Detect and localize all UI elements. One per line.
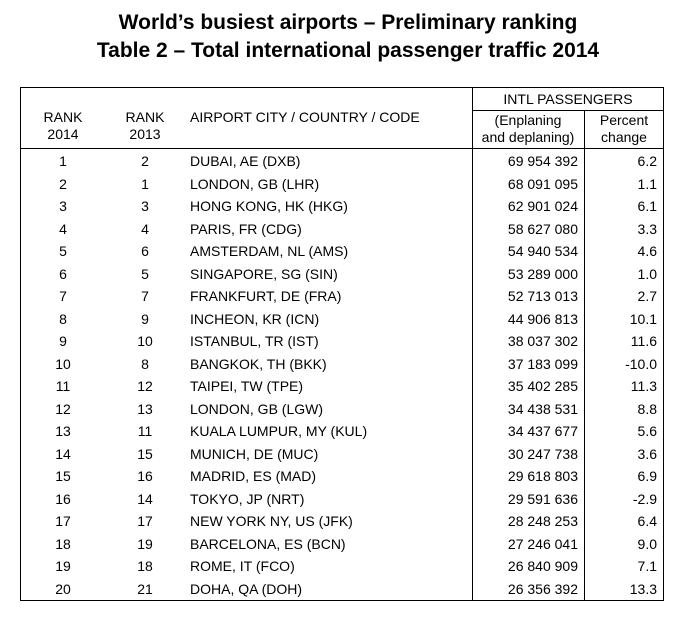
percent-change-cell: 1.0 (637, 265, 657, 282)
passengers-cell: 37 183 099 (507, 355, 578, 372)
rank-2014-cell: 17 (55, 513, 71, 529)
airport-cell: DOHA, QA (DOH) (190, 580, 303, 597)
header-percent-change (584, 112, 664, 146)
header-rank-2013 (105, 109, 185, 143)
airport-cell: BARCELONA, ES (BCN) (190, 535, 346, 552)
page-title: World’s busiest airports – Preliminary ranking (118, 11, 578, 34)
airport-cell: PARIS, FR (CDG) (190, 220, 302, 237)
percent-change-cell: 1.1 (637, 175, 657, 192)
passengers-cell: 27 246 041 (507, 535, 578, 552)
percent-change-cell: -2.9 (632, 490, 657, 507)
percent-change-cell: 2.7 (637, 288, 657, 304)
header-percent-change-line2: change (601, 129, 647, 145)
airport-cell: DUBAI, AE (DXB) (190, 153, 301, 169)
rank-2014-cell: 14 (55, 445, 71, 462)
percent-change-cell: 11.3 (630, 378, 657, 394)
percent-change-cell: 6.4 (637, 513, 657, 529)
airport-cell: FRANKFURT, DE (FRA) (190, 288, 342, 304)
rank-2013-cell: 4 (141, 220, 149, 237)
table-title: Table 2 – Total international passenger traffic 2014 (96, 39, 600, 62)
rank-2013-cell: 1 (141, 175, 149, 192)
header-enplaning-line1: (Enplaning (494, 112, 562, 128)
rank-2013-cell: 13 (137, 400, 153, 417)
percent-change-cell: 6.1 (637, 198, 657, 214)
rank-2013-cell: 14 (137, 490, 153, 507)
passengers-cell: 29 618 803 (507, 468, 578, 484)
airport-cell: HONG KONG, HK (HKG) (190, 198, 348, 214)
passengers-cell: 54 940 534 (507, 243, 578, 259)
rank-2014-cell: 6 (59, 265, 67, 282)
rank-2013-cell: 18 (137, 558, 153, 574)
passengers-cell: 44 906 813 (507, 310, 578, 327)
airport-cell: MADRID, ES (MAD) (190, 468, 316, 484)
rank-2014-cell: 4 (59, 220, 67, 237)
passengers-cell: 62 901 024 (507, 198, 578, 214)
rank-2013-cell: 10 (137, 333, 153, 349)
rank-2014-cell: 7 (59, 288, 67, 304)
rank-2014-cell: 13 (55, 423, 71, 439)
percent-change-cell: 4.6 (637, 243, 657, 259)
header-intl-passengers: INTL PASSENGERS (503, 91, 633, 107)
rank-2014-cell: 20 (55, 580, 71, 597)
percent-change-cell: 11.6 (630, 333, 657, 349)
header-divider (21, 148, 664, 149)
rank-2013-cell: 8 (141, 355, 149, 372)
passengers-cell: 34 438 531 (507, 400, 578, 417)
airport-cell: KUALA LUMPUR, MY (KUL) (190, 423, 368, 439)
rank-2014-cell: 19 (55, 558, 71, 574)
airport-cell: TAIPEI, TW (TPE) (190, 378, 304, 394)
rank-2014-cell: 10 (55, 355, 71, 372)
rank-2013-cell: 12 (137, 378, 153, 394)
header-enplaning-line2: and deplaning) (481, 129, 575, 145)
rank-2014-cell: 5 (59, 243, 67, 259)
rank-2014-cell: 3 (59, 198, 67, 214)
passengers-cell: 53 289 000 (507, 265, 578, 282)
passengers-cell: 26 356 392 (507, 580, 578, 597)
header-rank-2013-line2: 2013 (129, 126, 161, 142)
rank-2013-cell: 7 (141, 288, 149, 304)
rank-2014-cell: 18 (55, 535, 71, 552)
header-rank-2014-line1: RANK (43, 109, 83, 125)
passengers-cell: 35 402 285 (507, 378, 578, 394)
header-rank-2013-line1: RANK (125, 109, 165, 125)
percent-change-cell: 5.6 (637, 423, 657, 439)
percent-change-cell: 7.1 (637, 558, 657, 574)
passengers-cell: 26 840 909 (507, 558, 578, 574)
passengers-cell: 29 591 636 (507, 490, 578, 507)
rank-2013-cell: 21 (137, 580, 153, 597)
percent-change-cell: 3.6 (637, 445, 657, 462)
passengers-cell: 30 247 738 (507, 445, 578, 462)
header-rank-2014-line2: 2014 (47, 126, 79, 142)
rank-2013-cell: 3 (141, 198, 149, 214)
rank-2013-cell: 17 (137, 513, 153, 529)
percent-change-cell: 8.8 (637, 400, 657, 417)
airport-cell: SINGAPORE, SG (SIN) (190, 265, 338, 282)
rank-2014-cell: 9 (59, 333, 67, 349)
rank-2014-cell: 16 (55, 490, 71, 507)
airport-cell: NEW YORK NY, US (JFK) (190, 513, 353, 529)
rank-2013-cell: 5 (141, 265, 149, 282)
rank-2013-cell: 9 (141, 310, 149, 327)
percent-change-cell: 9.0 (637, 535, 657, 552)
percent-change-cell: -10.0 (625, 355, 657, 372)
percent-change-cell: 10.1 (629, 310, 657, 327)
percent-change-cell: 6.2 (637, 153, 657, 169)
airport-cell: AMSTERDAM, NL (AMS) (190, 243, 349, 259)
passengers-cell: 58 627 080 (507, 220, 578, 237)
passengers-cell: 68 091 095 (507, 175, 578, 192)
header-percent-change-line1: Percent (599, 112, 649, 128)
rank-2014-cell: 12 (55, 400, 71, 417)
passengers-cell: 69 954 392 (507, 153, 578, 169)
passengers-cell: 28 248 253 (507, 513, 578, 529)
rank-2014-cell: 8 (59, 310, 67, 327)
airport-cell: ROME, IT (FCO) (190, 558, 295, 574)
rank-2013-cell: 2 (141, 153, 149, 169)
airport-cell: LONDON, GB (LGW) (190, 400, 324, 417)
airport-cell: ISTANBUL, TR (IST) (190, 333, 319, 349)
rank-2013-cell: 11 (137, 423, 153, 439)
airport-cell: LONDON, GB (LHR) (190, 175, 320, 192)
airport-cell: TOKYO, JP (NRT) (190, 490, 305, 507)
header-airport: AIRPORT CITY / COUNTRY / CODE (190, 109, 420, 125)
passengers-cell: 38 037 302 (507, 333, 578, 349)
percent-change-cell: 13.3 (629, 580, 657, 597)
header-rank-2014 (21, 109, 105, 143)
rank-2013-cell: 6 (141, 243, 149, 259)
rank-2013-cell: 16 (137, 468, 153, 484)
rank-2014-cell: 11 (55, 378, 71, 394)
airport-cell: BANGKOK, TH (BKK) (190, 355, 327, 372)
percent-change-cell: 3.3 (637, 220, 657, 237)
ranking-table (20, 87, 664, 601)
header-enplaning (472, 112, 584, 146)
percent-change-cell: 6.9 (637, 468, 657, 484)
rank-2014-cell: 2 (59, 175, 67, 192)
airport-cell: INCHEON, KR (ICN) (190, 310, 320, 327)
passengers-cell: 52 713 013 (507, 288, 578, 304)
rank-2013-cell: 19 (137, 535, 153, 552)
rank-2014-cell: 15 (55, 468, 71, 484)
rank-2014-cell: 1 (59, 153, 67, 169)
passengers-cell: 34 437 677 (507, 423, 578, 439)
airport-cell: MUNICH, DE (MUC) (190, 445, 319, 462)
header-divider (472, 110, 664, 111)
rank-2013-cell: 15 (137, 445, 153, 462)
